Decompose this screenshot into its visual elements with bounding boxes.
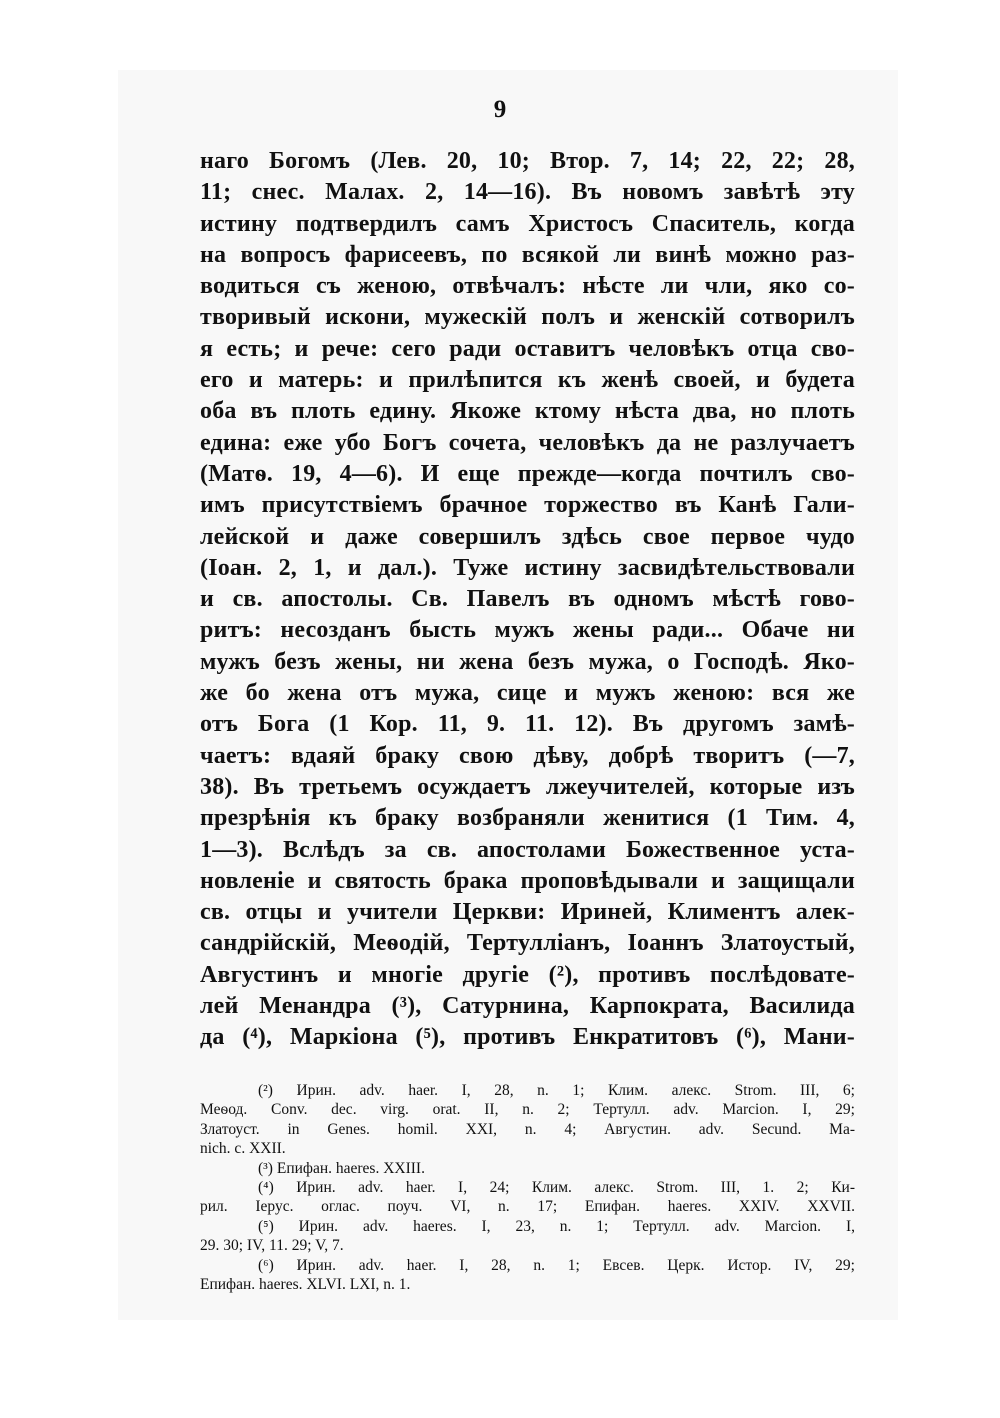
text-line: его и матерь: и прилѣпится къ женѣ своей, и будета [200,367,855,394]
text-line: лей Менандра (³), Сатурнина, Карпократа, Василида [200,993,855,1020]
main-text [200,146,855,1054]
text-line: да (⁴), Маркіона (⁵), противъ Енкратитовъ (⁶), Мани- [200,1024,855,1051]
text-line: св. отцы и учители Церкви: Ириней, Климентъ алек- [200,899,855,926]
footnote-2-line: Меѳод. Conv. dec. virg. orat. II, n. 2; Тертулл. adv. Marcion. I, 29; [200,1101,855,1119]
text-line: я есть; и рече: сего ради оставитъ человѣкъ отца сво- [200,335,855,362]
text-line: 11; снес. Малах. 2, 14—16). Въ новомъ завѣтѣ эту [200,179,855,206]
text-line: и св. апостолы. Св. Павелъ въ одномъ мѣстѣ гово- [200,586,855,613]
footnote-5-line: (⁵) Ирин. adv. haeres. I, 23, n. 1; Тертулл. adv. Marcion. I, [258,1217,855,1235]
footnote-4-line: рил. Іерус. оглас. поуч. VI, n. 17; Епифан. haeres. XXIV. XXVII. [200,1198,855,1216]
footnote-2-line: (²) Ирин. adv. haer. I, 28, n. 1; Клим. алекс. Strom. III, 6; [258,1082,855,1099]
text-line: же бо жена отъ мужа, сице и мужъ женою: вся же [200,680,855,707]
text-line: (Іоан. 2, 1, и дал.). Туже истину засвидѣтельствовали [200,554,855,581]
text-line: сандрійскій, Меѳодій, Тертулліанъ, Іоаннъ Златоустый, [200,930,855,957]
footnote-4-line: (⁴) Ирин. adv. haer. I, 24; Клим. алекс. Strom. III, 1. 2; Ки- [258,1178,855,1196]
text-line: творивый искони, мужескій полъ и женскій сотворилъ [200,304,855,331]
footnote-6-line: Епифан. haeres. XLVI. LXI, n. 1. [200,1275,411,1293]
text-line: имъ присутствіемъ брачное торжество въ Канѣ Гали- [200,492,855,519]
text-line: наго Богомъ (Лев. 20, 10; Втор. 7, 14; 22, 22; 28, [200,148,855,174]
text-line: новленіе и святость брака проповѣдывали и защищали [200,867,855,894]
footnote-5-line: 29. 30; IV, 11. 29; V, 7. [200,1237,344,1255]
text-line: истину подтвердилъ самъ Христосъ Спаситель, когда [200,210,855,237]
text-line: мужъ безъ жены, ни жена безъ мужа, о Господѣ. Яко- [200,648,855,675]
text-line: (Матѳ. 19, 4—6). И еще прежде—когда почтилъ сво- [200,460,855,487]
text-line: 1—3). Вслѣдъ за св. апостолами Божественное уста- [200,836,855,863]
footnotes [200,1081,855,1294]
text-line: Августинъ и многіе другіе (²), противъ послѣдовате- [200,961,855,988]
page-number: 9 [493,96,507,123]
footnote-2-line: nich. c. XXII. [200,1140,286,1158]
text-line: едина: еже убо Богъ сочета, человѣкъ да не разлучаетъ [200,429,855,456]
text-line: водиться съ женою, отвѣчалъ: нѣсте ли чли, яко со- [200,273,855,300]
footnote-6-line: (⁶) Ирин. adv. haer. I, 28, n. 1; Евсев. Церк. Истор. IV, 29; [258,1256,855,1274]
footnote-3-line: (³) Епифан. haeres. XXIII. [258,1159,425,1177]
text-line: презрѣнія къ браку возбраняли женитися (1 Тим. 4, [200,805,855,832]
text-line: оба въ плоть едину. Якоже ктому нѣста два, но плоть [200,398,855,425]
footnote-2-line: Златоуст. in Genes. homil. XXI, n. 4; Августин. adv. Secund. Ma- [200,1120,855,1138]
text-line: чаетъ: вдаяй браку свою дѣву, добрѣ творитъ (—7, [200,742,855,769]
text-line: ритъ: несозданъ бысть мужъ жены ради... Обаче ни [200,617,855,644]
text-line: на вопросъ фарисеевъ, по всякой ли винѣ можно раз- [200,241,855,268]
text-line: отъ Бога (1 Кор. 11, 9. 11. 12). Въ другомъ замѣ- [200,711,855,738]
text-line: лейской и даже совершилъ здѣсь свое первое чудо [200,523,855,550]
text-line: 38). Въ третьемъ осуждаетъ лжеучителей, которые изъ [200,773,855,800]
